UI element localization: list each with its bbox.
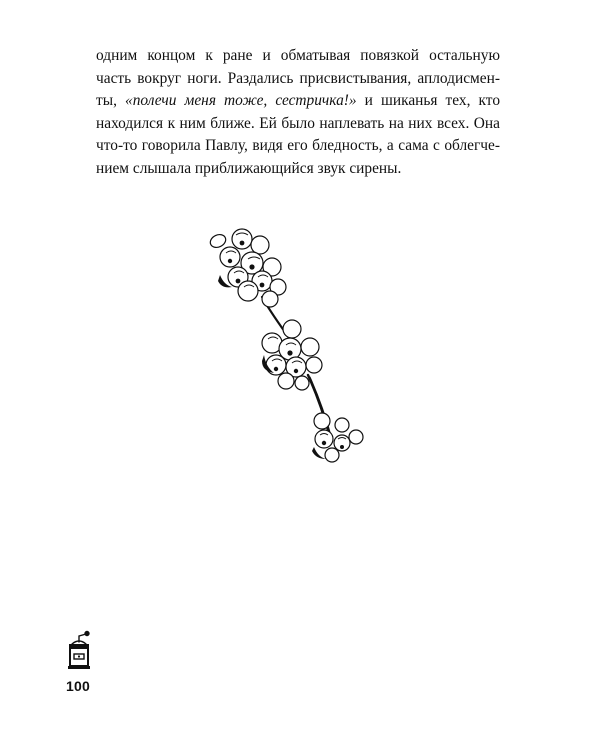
page-number: 100 xyxy=(66,678,90,694)
coffee-branch-illustration xyxy=(190,215,380,475)
body-text xyxy=(96,45,500,181)
text-line-4: находился к ним ближе. Ей было наплевать на них всех. Она xyxy=(96,114,500,132)
text-line-3-start: ты, xyxy=(96,92,125,110)
text-line-5: что-то говорила Павлу, видя его бледность, а сама с облегче- xyxy=(96,137,500,155)
text-line-3 xyxy=(96,90,500,113)
text-line-6: нием слышала приближающийся звук сирены. xyxy=(96,159,402,177)
coffee-grinder-icon xyxy=(64,628,94,672)
text-line-3-end: и шиканья тех, кто xyxy=(356,92,501,110)
text-line-1: одним концом к ране и обматывая повязкой остальную xyxy=(96,47,500,64)
text-line-2: часть вокруг ноги. Раздались присвистывания, аплодисмен- xyxy=(96,69,500,87)
italic-quote: «полечи меня тоже, сестричка!» xyxy=(125,92,357,110)
